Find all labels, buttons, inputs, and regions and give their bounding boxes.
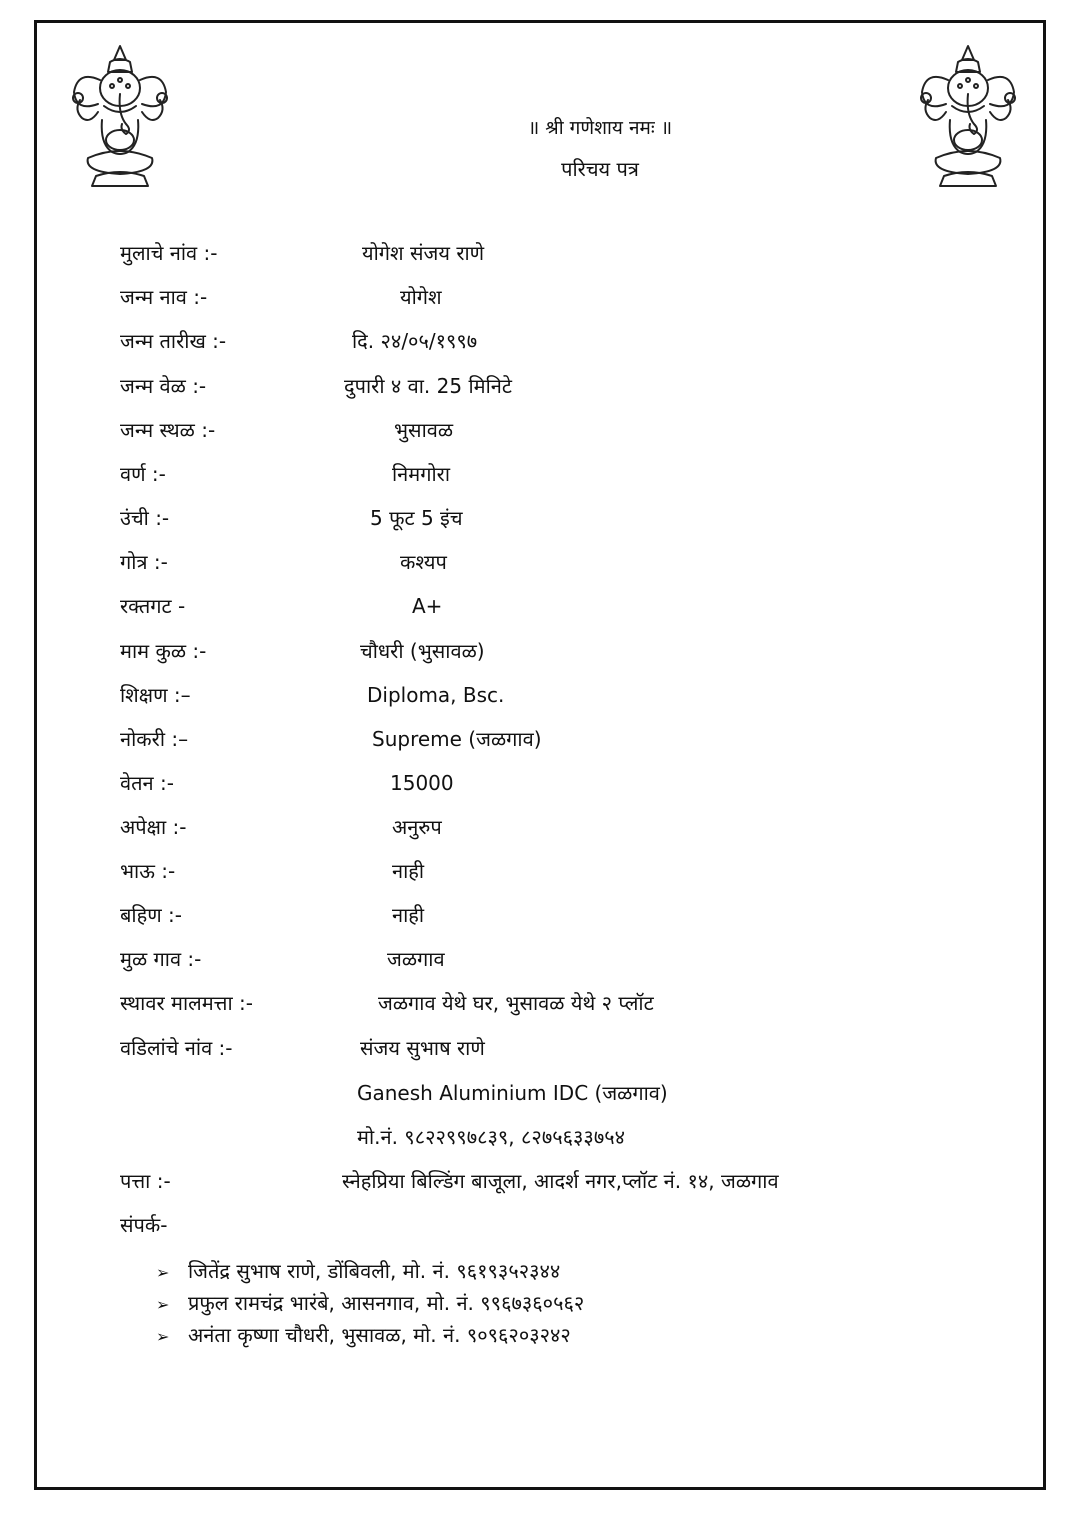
arrow-bullet-icon: ➢ [156,1295,170,1314]
field-label: मुळ गाव :- [120,947,202,971]
address-value: स्नेहप्रिया बिल्डिंग बाजूला, आदर्श नगर,प्लॉट नं. १४, जळगाव [342,1169,779,1193]
field-value: दि. २४/०५/१९९७ [352,329,478,353]
field-label: नोकरी :– [120,727,189,751]
field-label: अपेक्षा :- [120,815,187,839]
field-label: शिक्षण :– [120,683,191,707]
field-value: दुपारी ४ वा. 25 मिनिटे [344,374,512,398]
contacts-list [156,1255,584,1351]
invocation-heading: ॥ श्री गणेशाय नमः ॥ [527,117,673,139]
page-title: परिचय पत्र [561,157,639,181]
contact-text: जितेंद्र सुभाष राणे, डोंबिवली, मो. नं. ९६१९३५२३४४ [188,1259,561,1283]
field-value: योगेश [400,285,442,309]
list-item [156,1287,584,1319]
field-value: भुसावळ [394,418,454,442]
father-mobile: मो.नं. ९८२२९९७८३९, ८२७५६३३७५४ [357,1125,626,1149]
field-label: रक्तगट - [120,594,186,618]
field-label: गोत्र :- [120,550,168,574]
list-item [156,1319,584,1351]
field-value: योगेश संजय राणे [362,241,485,265]
field-value: नाही [392,903,425,927]
field-label: वेतन :- [120,771,174,795]
field-value: निमगोरा [392,462,451,486]
field-value: 15000 [390,771,454,795]
arrow-bullet-icon: ➢ [156,1263,170,1282]
father-name: संजय सुभाष राणे [360,1036,485,1060]
field-label: बहिण :- [120,903,182,927]
father-label: वडिलांचे नांव :- [120,1036,233,1060]
field-label: जन्म तारीख :- [120,329,227,353]
address-label: पत्ता :- [120,1169,171,1193]
field-value: 5 फूट 5 इंच [370,506,463,530]
contact-text: प्रफुल रामचंद्र भारंबे, आसनगाव, मो. नं. ९९६७३६०५६२ [188,1291,585,1315]
field-value: चौधरी (भुसावळ) [360,639,485,663]
field-value: A+ [412,594,443,618]
field-value: जळगाव [387,947,445,971]
field-label: जन्म नाव :- [120,285,208,309]
field-label: जन्म वेळ :- [120,374,207,398]
field-value: Supreme (जळगाव) [372,727,542,751]
field-label: उंची :- [120,506,170,530]
contact-text: अनंता कृष्णा चौधरी, भुसावळ, मो. नं. ९०९६२०३२४२ [188,1323,571,1347]
father-work: Ganesh Aluminium IDC (जळगाव) [357,1081,668,1105]
field-label: माम कुळ :- [120,639,207,663]
arrow-bullet-icon: ➢ [156,1327,170,1346]
field-label: मुलाचे नांव :- [120,241,218,265]
field-label: जन्म स्थळ :- [120,418,216,442]
field-value: Diploma, Bsc. [367,683,505,707]
field-label: स्थावर मालमत्ता :- [120,991,253,1015]
field-value: कश्यप [400,550,447,574]
field-value: जळगाव येथे घर, भुसावळ येथे २ प्लॉट [378,991,654,1015]
contacts-label: संपर्क- [120,1213,168,1237]
field-value: अनुरुप [392,815,442,839]
field-label: भाऊ :- [120,859,176,883]
field-label: वर्ण :- [120,462,166,486]
field-value: नाही [392,859,425,883]
list-item [156,1255,584,1287]
